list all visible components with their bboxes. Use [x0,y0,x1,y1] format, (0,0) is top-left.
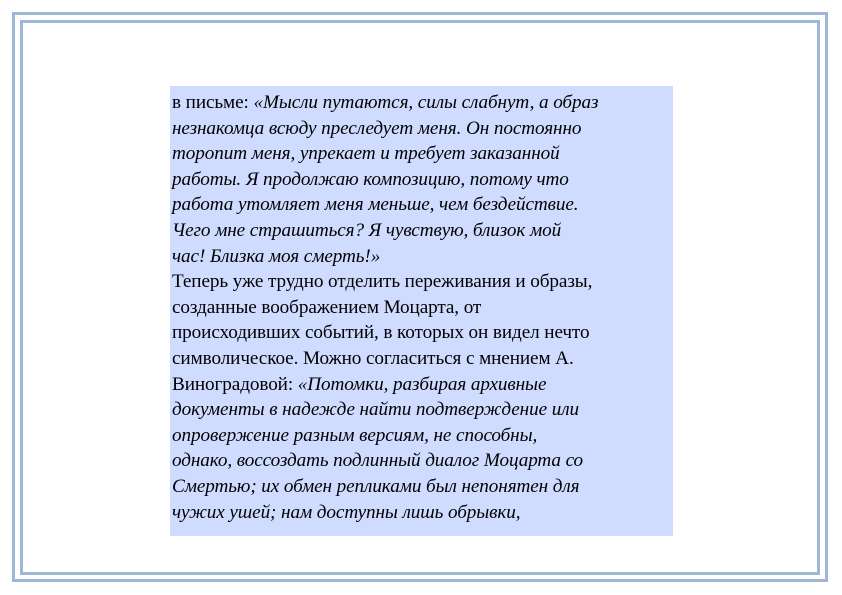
text-quote: незнакомца всюду преследует меня. Он постоянно [172,117,582,139]
text-quote: работа утомляет меня меньше, чем бездействие. [172,194,579,216]
text-line [172,320,673,346]
text-quote: «Потомки, разбирая архивные [297,373,547,395]
text-line [172,116,673,142]
text-quote: час! Близка моя смерть!» [172,245,381,267]
text-line [172,372,673,398]
text-line [172,90,673,116]
text-quote: торопит меня, упрекает и требует заказанной [172,143,560,165]
text-line [172,500,673,526]
text-quote: Чего мне страшиться? Я чувствую, близок мой [172,219,562,241]
text-line [172,141,673,167]
text-normal: созданные воображением Моцарта, от [172,296,482,318]
text-normal: символическое. Можно согласиться с мнением А. [172,347,574,369]
text-line [172,269,673,295]
text-quote: однако, воссоздать подлинный диалог Моцарта со [172,450,584,472]
text-line [172,423,673,449]
text-line [172,397,673,423]
text-quote: опровержение разным версиям, не способны, [172,424,538,446]
text-line [172,448,673,474]
text-normal: Теперь уже трудно отделить переживания и образы, [172,271,593,293]
text-line [172,346,673,372]
slide-text-block [170,86,673,536]
text-line [172,474,673,500]
text-quote: документы в надежде найти подтверждение или [172,399,579,421]
text-quote: чужих ушей; нам доступны лишь обрывки, [172,501,521,523]
text-line [172,295,673,321]
text-quote: «Мысли путаются, силы слабнут, а образ [253,92,599,113]
text-line [172,218,673,244]
text-normal: в письме: [172,92,254,113]
text-line [172,244,673,270]
text-quote: Смертью; их обмен репликами был непонятен для [172,475,580,497]
text-line [172,167,673,193]
text-line [172,192,673,218]
text-quote: работы. Я продолжаю композицию, потому что [172,168,569,190]
text-normal: происходивших событий, в которых он видел нечто [172,322,590,344]
text-normal: Виноградовой: [172,373,298,395]
